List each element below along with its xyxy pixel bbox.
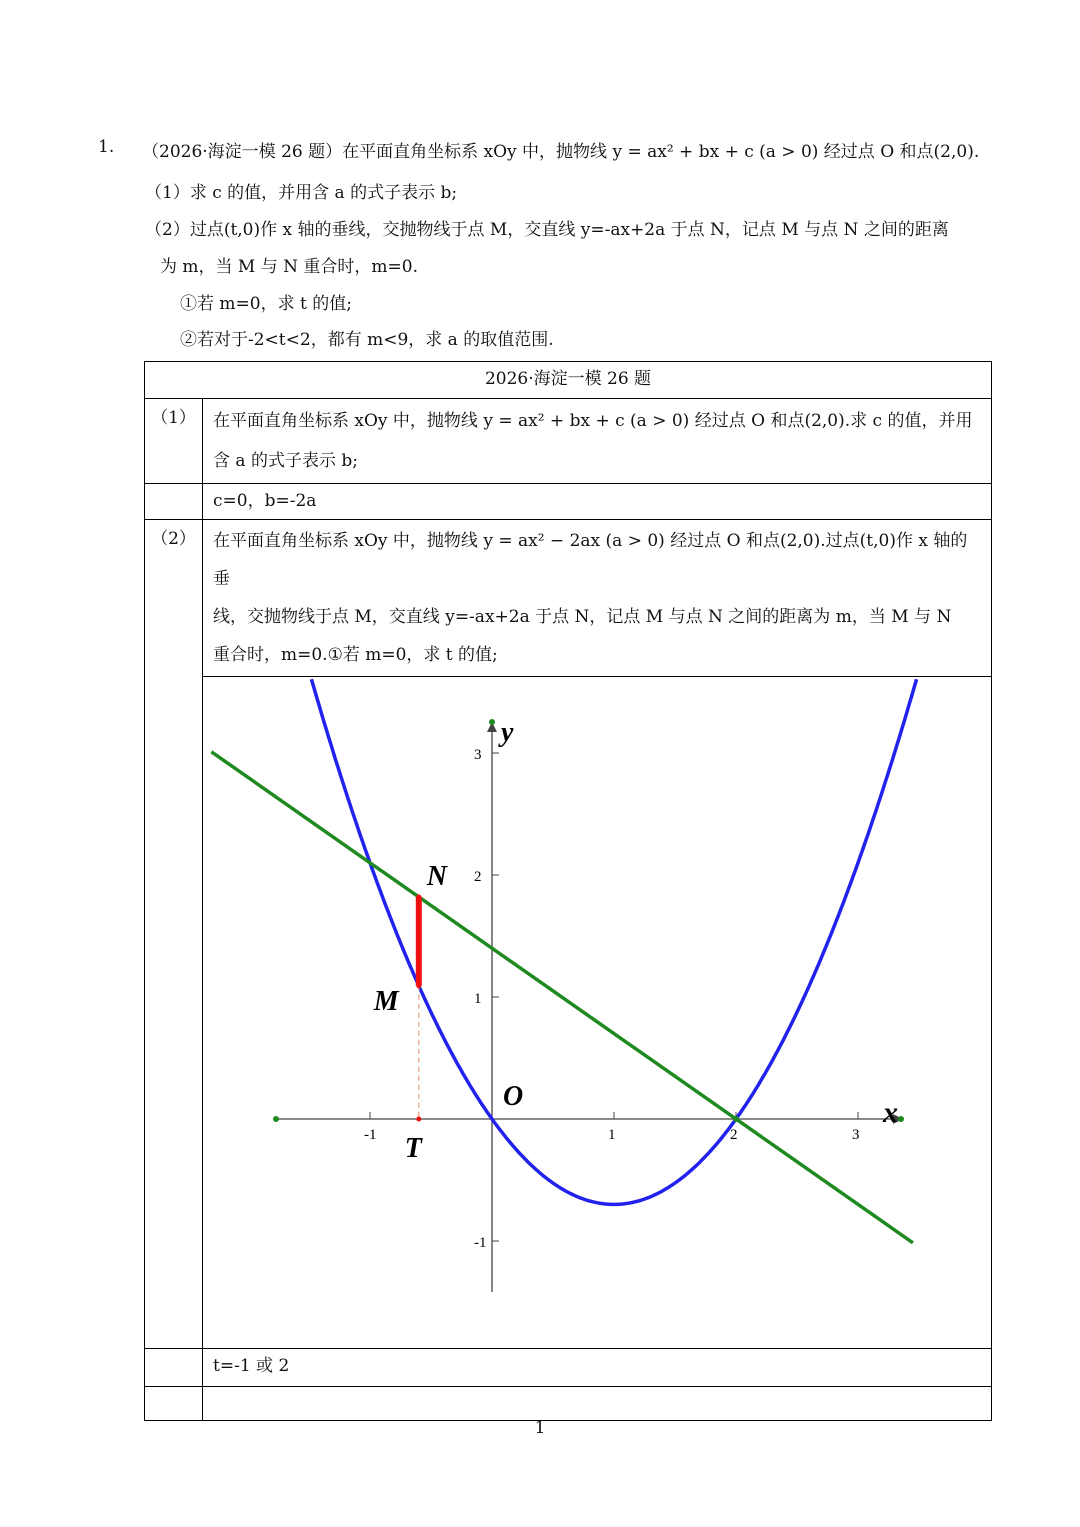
point-t [416, 1117, 421, 1122]
row1-text-b: 含 a 的式子表示 b; [213, 451, 358, 471]
axis-x-label: x [883, 1096, 898, 1129]
row2-label: （2） [145, 520, 203, 1349]
x-axis-right-dot [898, 1116, 904, 1122]
y-tick-label: -1 [474, 1235, 487, 1251]
y-tick-label: 3 [474, 747, 482, 763]
problem-number: 1. [98, 137, 115, 157]
point-2-0 [733, 1116, 739, 1122]
y-axis-end-dot [489, 719, 495, 725]
row2-text-b: 线，交抛物线于点 M，交直线 y=-ax+2a 于点 N，记点 M 与点 N 之间的距离为 m，当 M 与 N [213, 607, 952, 627]
tick-labels [364, 747, 860, 1251]
empty-row-cell [203, 1387, 992, 1421]
label-m: M [373, 985, 399, 1017]
row1-label: （1） [145, 399, 203, 484]
x-tick-label: 1 [608, 1127, 616, 1143]
tick-marks [370, 753, 858, 1241]
point-m [416, 983, 421, 988]
axis-y-label: y [501, 717, 514, 748]
line-curve [211, 752, 913, 1243]
y-tick-label: 1 [474, 991, 482, 1007]
question-1: （1）求 c 的值，并用含 a 的式子表示 b; [145, 183, 458, 203]
x-tick-label: 2 [730, 1127, 738, 1143]
parabola-curve [311, 679, 916, 1204]
label-origin: O [503, 1081, 524, 1112]
x-tick-label: 3 [852, 1127, 860, 1143]
question-2-line2: 为 m，当 M 与 N 重合时，m=0. [160, 257, 419, 277]
empty-row-label [145, 1387, 203, 1421]
row2-question [203, 520, 992, 677]
row1-text-a: 在平面直角坐标系 xOy 中，抛物线 y = ax² + bx + c (a > 0) 经过点 O 和点(2,0).求 c 的值，并用 [213, 411, 973, 431]
x-tick-label: -1 [364, 1127, 377, 1143]
question-2-sub1: ①若 m=0，求 t 的值; [180, 294, 352, 314]
question-2-sub2: ②若对于-2<t<2，都有 m<9，求 a 的取值范围. [180, 330, 554, 350]
row1-answer: c=0，b=-2a [203, 484, 992, 520]
graph-figure [203, 677, 991, 1347]
solution-table [144, 361, 992, 1421]
row2-answer: t=-1 或 2 [203, 1349, 992, 1387]
graph-svg [203, 677, 991, 1347]
label-n: N [426, 860, 448, 892]
page-number: 1 [534, 1418, 546, 1438]
row2-text-c: 重合时，m=0.①若 m=0，求 t 的值; [213, 645, 498, 665]
label-t: T [404, 1133, 422, 1164]
x-axis-end-dot [273, 1116, 279, 1122]
row1-answer-label [145, 484, 203, 520]
y-tick-label: 2 [474, 869, 482, 885]
row1-question [203, 399, 992, 484]
figure-cell [203, 677, 992, 1349]
row2-text-a: 在平面直角坐标系 xOy 中，抛物线 y = ax² − 2ax (a > 0) 经过点 O 和点(2,0).过点(t,0)作 x 轴的垂 [213, 531, 968, 589]
question-2-line1: （2）过点(t,0)作 x 轴的垂线，交抛物线于点 M，交直线 y=-ax+2a 于点 N，记点 M 与点 N 之间的距离 [145, 220, 949, 240]
table-title: 2026·海淀一模 26 题 [145, 362, 992, 399]
row2-answer-label [145, 1349, 203, 1387]
problem-line1: （2026·海淀一模 26 题）在平面直角坐标系 xOy 中，抛物线 y = ax² + bx + c (a > 0) 经过点 O 和点(2,0). [142, 142, 980, 162]
point-n [416, 894, 421, 899]
